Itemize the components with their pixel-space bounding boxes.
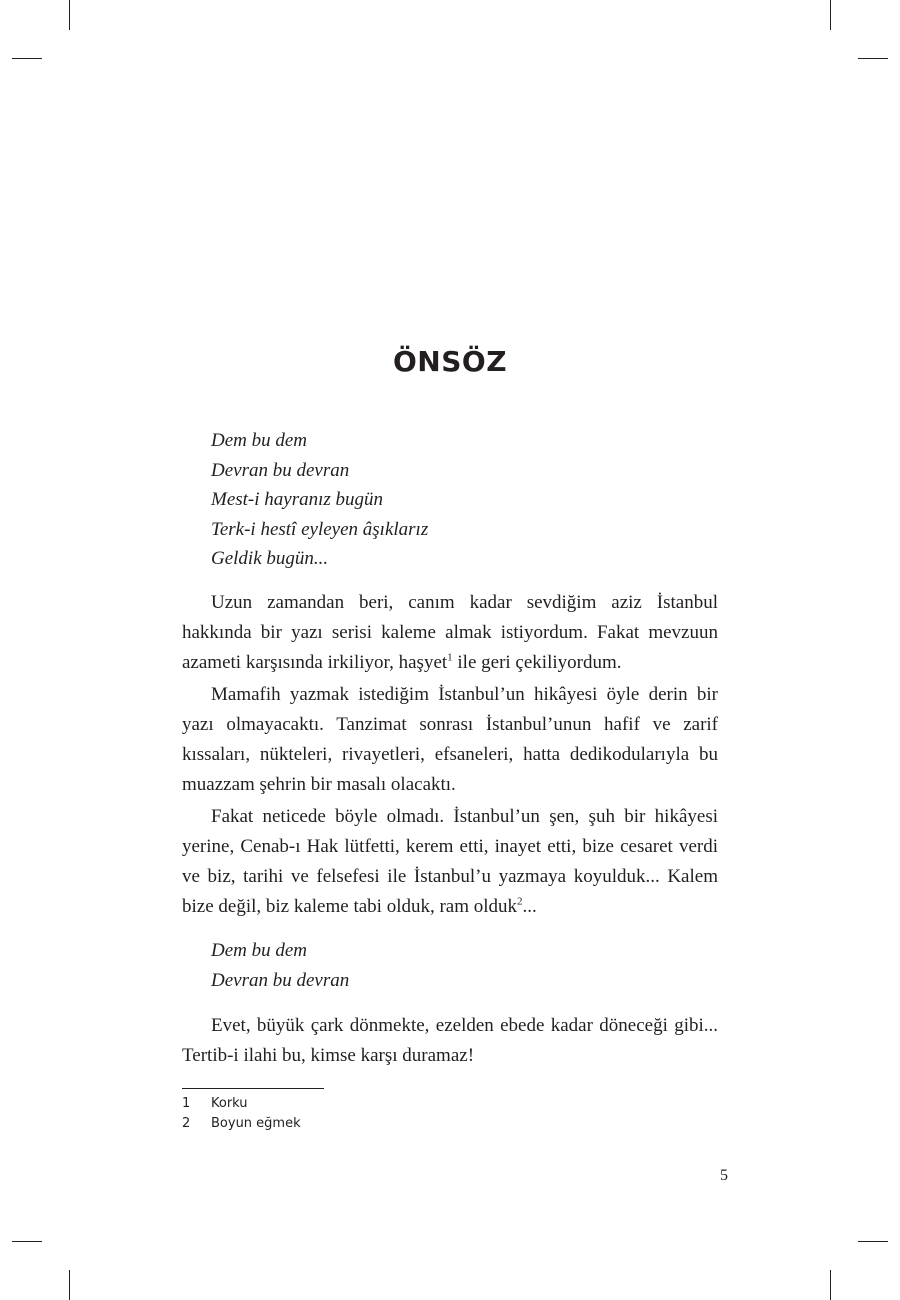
verse-line: Devran bu devran xyxy=(211,459,350,481)
crop-mark xyxy=(830,0,831,30)
footnote-divider xyxy=(182,1088,324,1089)
verse-line: Dem bu dem xyxy=(211,430,308,451)
paragraph-text: Uzun zamandan beri, canım kadar sevdiğim aziz İstanbul hakkında bir yazı serisi kaleme almak istiyordum. Fakat mevzuun azameti karşısında irkiliyor, haşyet xyxy=(182,592,718,673)
crop-mark xyxy=(69,1270,70,1300)
opening-verse xyxy=(211,426,428,574)
verse-line: Geldik bugün... xyxy=(211,548,329,569)
paragraph-1 xyxy=(182,588,718,678)
crop-mark xyxy=(12,1241,42,1242)
crop-mark xyxy=(69,0,70,30)
verse-line: Dem bu dem xyxy=(211,940,308,961)
paragraph-2: Mamafih yazmak istediğim İstanbul’un hikâyesi öyle derin bir yazı olmayacaktı. Tanzimat sonrası İstanbul’unun hafif ve zarif kıssaları, nükteleri, rivayetleri, efsaneleri, hatta dedikodularıyla bu muazzam şehrin bir masalı olacaktı. xyxy=(182,684,718,795)
footnote-ref-2: 2 xyxy=(517,895,523,908)
paragraph-text: Fakat neticede böyle olmadı. İstanbul’un şen, şuh bir hikâyesi yerine, Cenab-ı Hak lütfetti, kerem etti, inayet etti, bize cesaret verdi ve biz, tarihi ve felsefesi ile İstanbul’u yazmaya koyulduk... Kalem bize değil, biz kaleme tabi olduk, ram olduk xyxy=(182,806,718,917)
verse-line: Mest-i hayranız bugün xyxy=(211,489,384,510)
crop-mark xyxy=(830,1270,831,1300)
verse-line: Devran bu devran xyxy=(211,969,350,991)
crop-mark xyxy=(858,1241,888,1242)
paragraph-text: ... xyxy=(522,896,537,917)
footnote-2 xyxy=(182,1114,301,1134)
paragraph-3 xyxy=(182,802,718,922)
page-title: ÖNSÖZ xyxy=(392,345,507,378)
footnote-text: Korku xyxy=(211,1096,248,1111)
paragraph-text: ile geri çekiliyordum. xyxy=(452,652,622,673)
footnote-number: 1 xyxy=(182,1096,191,1111)
paragraph-4: Evet, büyük çark dönmekte, ezelden ebede kadar döneceği gibi... Tertib-i ilahi bu, kimse karşı duramaz! xyxy=(182,1015,718,1066)
footnote-text: Boyun eğmek xyxy=(211,1116,301,1131)
page-number: 5 xyxy=(720,1167,728,1184)
footnote-number: 2 xyxy=(182,1116,191,1131)
crop-mark xyxy=(12,58,42,59)
verse-line: Terk-i hestî eyleyen âşıklarız xyxy=(211,518,429,540)
footnote-1 xyxy=(182,1094,248,1114)
closing-verse xyxy=(211,936,349,995)
footnote-ref-1: 1 xyxy=(447,651,453,664)
crop-mark xyxy=(858,58,888,59)
